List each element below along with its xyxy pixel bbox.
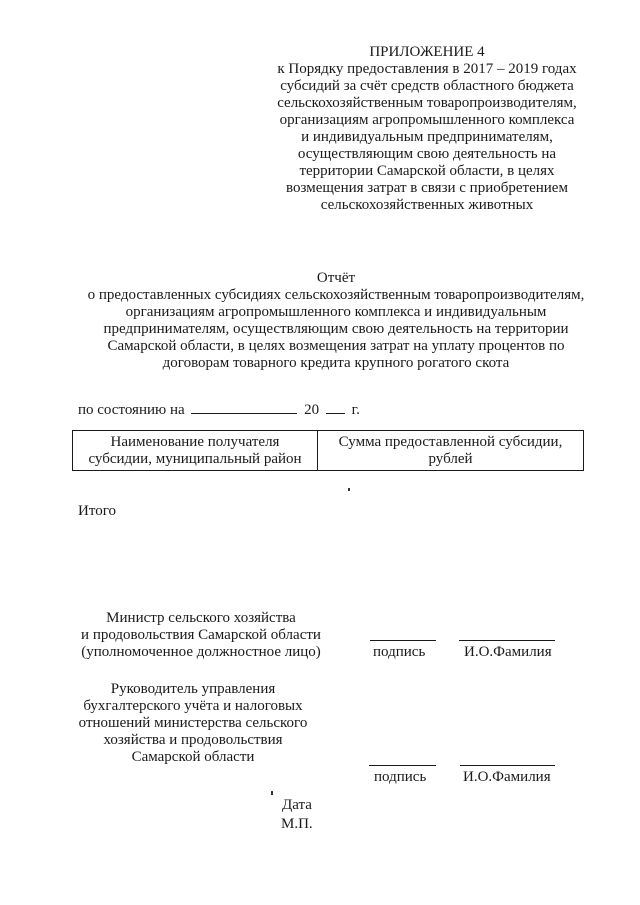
date-label: Дата [282,797,312,813]
head-name-line [460,765,555,766]
head-name-caption: И.О.Фамилия [463,769,551,785]
head-signature-caption: подпись [374,769,427,785]
appendix-line: сельскохозяйственным товаропроизводителям, [277,95,577,111]
year-suffix: г. [351,402,360,418]
year-blank [326,399,345,414]
report-title: Отчёт [316,270,356,286]
year-prefix: 20 [304,402,320,418]
as-of-date-line [78,399,360,419]
appendix-line: территории Самарской области, в целях [299,163,555,179]
stamp-label: М.П. [281,816,313,832]
minister-signature-caption: подпись [373,644,426,660]
total-label: Итого [78,503,116,519]
report-subtitle-line: договорам товарного кредита крупного рогатого скота [162,355,510,371]
recipient-column-header: Наименование получателя субсидии, муниципальный район [73,431,318,471]
appendix-line: организациям агропромышленного комплекса [279,112,575,128]
report-title-block [60,270,612,372]
appendix-line: сельскохозяйственных животных [320,197,534,213]
report-subtitle-line: Самарской области, в целях возмещения затрат на уплату процентов по [107,338,565,354]
amount-column-header: Сумма предоставленной субсидии, рублей [318,431,584,471]
appendix-line: и индивидуальным предпринимателям, [301,129,553,145]
department-head-title: Руководитель управления бухгалтерского учёта и налоговых отношений министерства сельского хозяйства и продовольствия Самарской области [78,681,308,765]
appendix-line: возмещения затрат в связи с приобретением [286,180,568,196]
report-subtitle-line: организациям агропромышленного комплекса и индивидуальным [125,304,547,320]
appendix-line: к Порядку предоставления в 2017 – 2019 годах [277,61,577,77]
minister-title: Министр сельского хозяйства и продовольствия Самарской области (уполномоченное должностное лицо) [81,610,321,660]
scan-mark [348,488,350,491]
date-blank [191,399,297,414]
subsidy-table [72,430,584,471]
minister-name-line [459,640,555,641]
report-subtitle-line: о предоставленных субсидиях сельскохозяйственным товаропроизводителям, [87,287,585,303]
report-subtitle-line: предпринимателям, осуществляющим свою деятельность на территории [103,321,569,337]
minister-signature-line [370,640,436,641]
scan-mark [271,791,273,795]
appendix-line: субсидий за счёт средств областного бюджета [280,78,574,94]
table-header-row [73,431,584,471]
appendix-line: осуществляющим свою деятельность на [297,146,557,162]
appendix-heading: ПРИЛОЖЕНИЕ 4 [369,44,485,60]
head-signature-line [369,765,436,766]
as-of-prefix: по состоянию на [78,402,185,418]
minister-name-caption: И.О.Фамилия [464,644,552,660]
appendix-header [262,44,592,214]
